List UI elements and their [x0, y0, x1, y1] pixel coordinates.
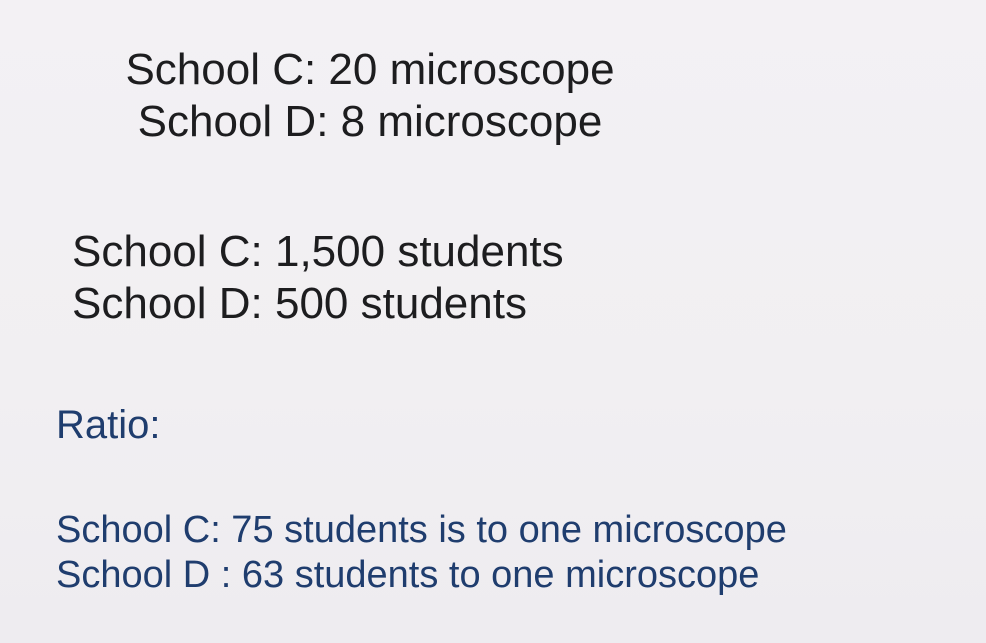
ratio-statements-block	[56, 508, 956, 598]
ratio-heading	[56, 402, 161, 449]
ratio-heading-label: Ratio:	[56, 403, 161, 447]
ratio-line-school-d: School D : 63 students to one microscope	[56, 553, 760, 596]
ratio-line-school-c: School C: 75 students is to one microscope	[56, 509, 787, 551]
student-counts-block	[72, 226, 832, 330]
microscope-line-school-d: School D: 8 microscope	[137, 96, 603, 146]
microscope-counts-block	[0, 44, 740, 148]
students-line-school-c: School C: 1,500 students	[72, 227, 564, 276]
microscope-line-school-c: School C: 20 microscope	[125, 45, 615, 94]
students-line-school-d: School D: 500 students	[72, 278, 527, 328]
